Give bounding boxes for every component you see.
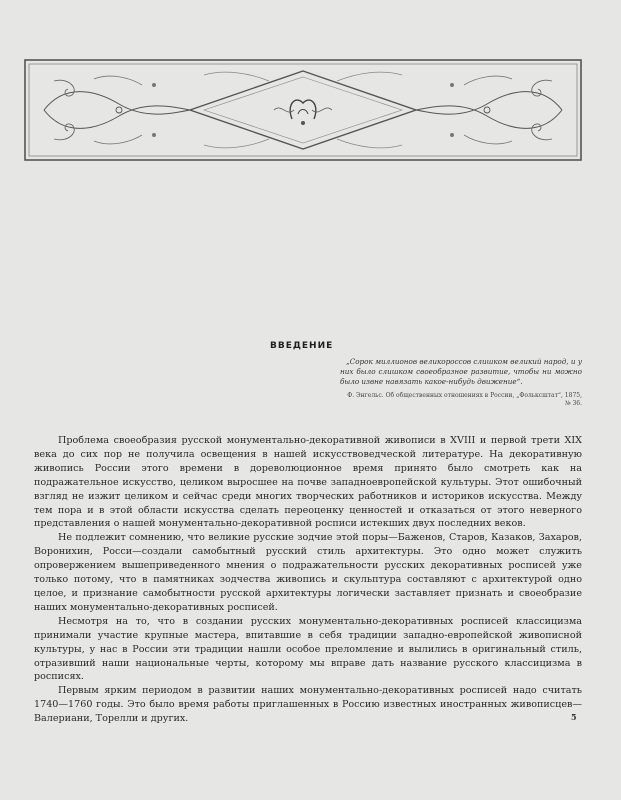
body-text [34,434,582,726]
chapter-heading: ВВЕДЕНИЕ [270,341,334,351]
paragraph: Несмотря на то, что в создании русских монументально-декоративных росписей классицизма принимали участие крупные мастера, впитавшие в себя традиции западно-европейской живописной культуры, у нас в России эти традиции нашли особое преломление и вылились в оригинальный стиль, отразивший наши национальные черты, которому мы вправе дать название русского классицизма в росписях. [34,615,582,683]
paragraph: Не подлежит сомнению, что великие русские зодчие этой поры—Баженов, Старов, Казаков, Захаров, Воронихин, Росси—создали самобытный русский стиль архитектуры. Это одно может служить опровержением вышеприведенного мнения о подражательности русских декоративных росписей уже только потому, что в памятниках зодчества живопись и скульптура составляют с архитектурой одно целое, и признание самобытности русской архитектуры логически заставляет признать и своеобразие наших монументально-декоративных росписей. [34,532,582,613]
epigraph-quote: „Сорок миллионов великороссов слишком великий народ, и у них было слишком своеобразное развитие, чтобы ни можно было извне навязать какое-нибудь движение“. [340,357,582,386]
page-number: 5 [571,712,577,722]
paragraph: Проблема своеобразия русской монументально-декоративной живописи в XVIII и первой трети XIX века до сих пор не получила освещения в нашей искусствоведческой литературе. На декоративную живопись России этого времени в дореволюционное время принято было смотреть как на подражательное искусство, целиком выросшее на почве западноевропейской культуры. Этот ошибочный взгляд не изжит целиком и сейчас среди многих творческих работников и историков искусства. Между тем пора и в этой области искусства сделать переоценку ценностей и отказаться от этого неверного представления о нашей монументально-декоративной росписи истекших двух последних веков. [34,435,582,530]
decorative-headpiece [24,59,582,161]
epigraph [340,357,582,408]
ornament-frame-icon [24,59,582,161]
epigraph-source: Ф. Энгельс. Об общественных отношениях в России, „Фольксштат“, 1875, № 36. [347,392,582,407]
paragraph: Первым ярким периодом в развитии наших монументально-декоративных росписей надо считать 1740—1760 годы. Это было время работы приглашенных в Россию известных иностранных живописцев—Валериани, Торелли и других. [34,685,582,725]
